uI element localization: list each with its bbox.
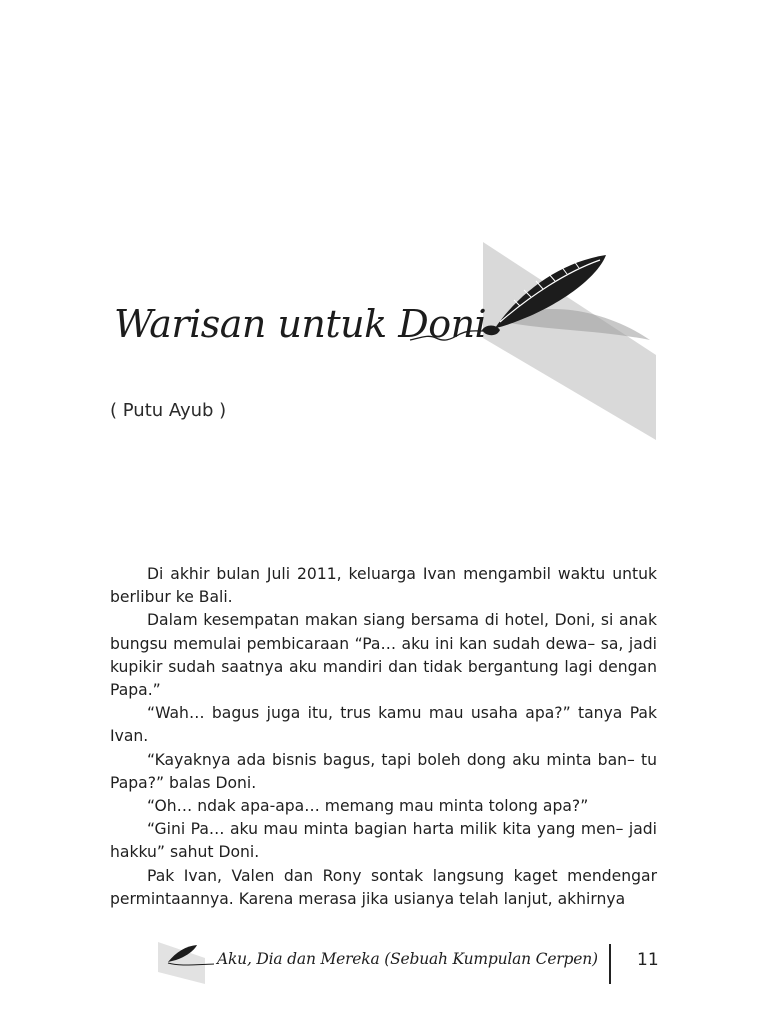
paragraph: “Wah… bagus juga itu, trus kamu mau usaha apa?” tanya Pak Ivan.	[110, 704, 657, 746]
paragraph: “Kayaknya ada bisnis bagus, tapi boleh dong aku minta ban– tu Papa?” balas Doni.	[110, 750, 657, 792]
footer-divider	[609, 944, 611, 984]
paragraph: Pak Ivan, Valen dan Rony sontak langsung kaget mendengar permintaannya. Karena merasa jika usianya telah lanjut, akhirnya	[110, 866, 657, 908]
footer-book-title: Aku, Dia dan Mereka (Sebuah Kumpulan Cerpen)	[217, 950, 598, 968]
paragraph: “Oh… ndak apa-apa… memang mau minta tolong apa?”	[147, 797, 589, 816]
paragraph: Dalam kesempatan makan siang bersama di hotel, Doni, si anak bungsu memulai pembicaraan “Pa… aku ini kan sudah dewa– sa, jadi kupikir sudah saatnya aku mandiri dan tidak bergantung lagi dengan Papa.”	[110, 611, 657, 700]
page-number: 11	[637, 950, 659, 970]
chapter-author: ( Putu Ayub )	[110, 400, 227, 421]
footer-shadow-panel	[158, 942, 205, 984]
chapter-title: Warisan untuk Doni	[114, 302, 487, 346]
paragraph: “Gini Pa… aku mau minta bagian harta milik kita yang men– jadi hakku” sahut Doni.	[110, 820, 657, 862]
paragraph: Di akhir bulan Juli 2011, keluarga Ivan mengambil waktu untuk berlibur ke Bali.	[110, 565, 657, 607]
